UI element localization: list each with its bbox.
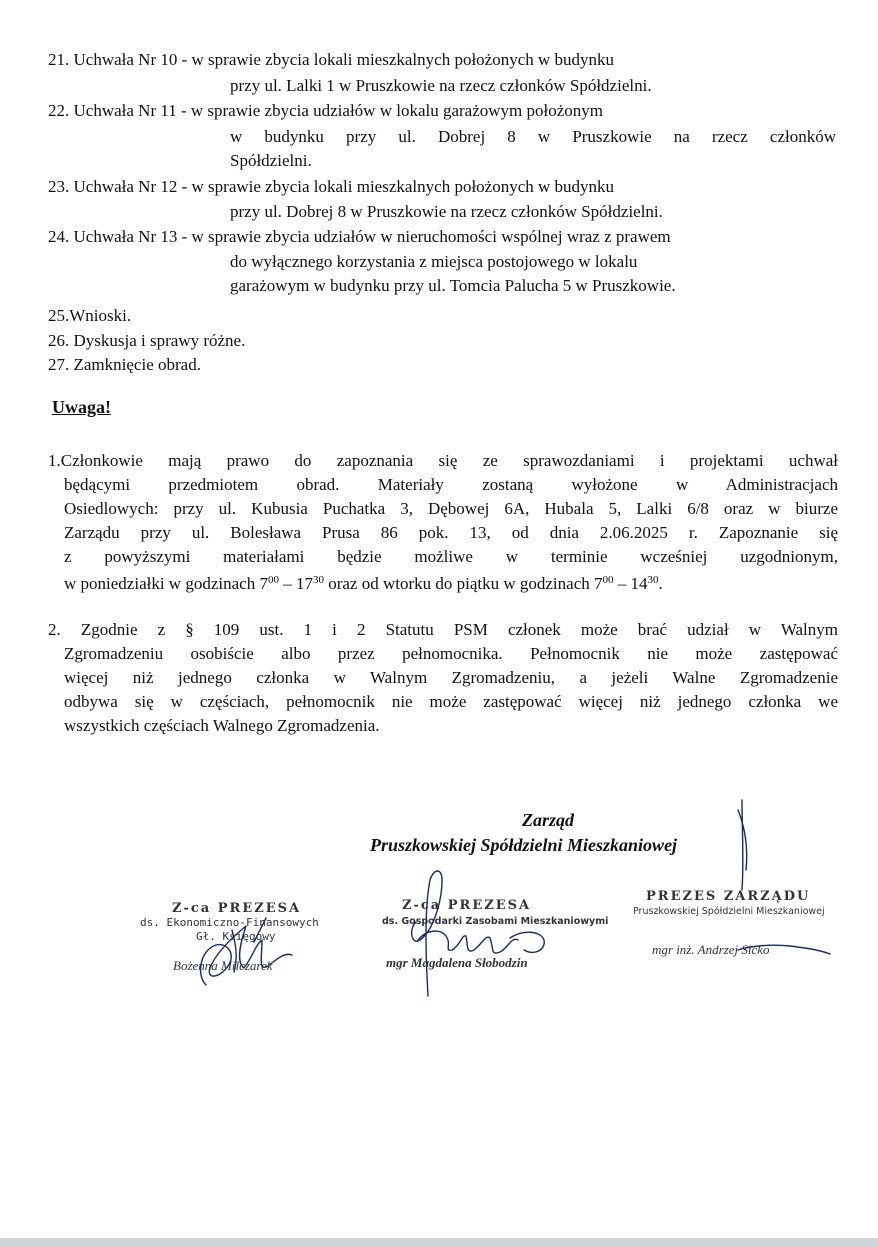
agenda-continuation: przy ul. Dobrej 8 w Pruszkowie na rzecz członków Spółdzielni. <box>230 202 663 221</box>
stamp-title: Z-ca PREZESA <box>172 901 302 916</box>
stamp-cooperative: Pruszkowskiej Spółdzielni Mieszkaniowej <box>633 906 825 917</box>
agenda-number: 24. <box>48 227 74 246</box>
agenda-heading: Uchwała Nr 13 - w sprawie zbycia udziałów w nieruchomości wspólnej wraz z prawem <box>73 227 671 246</box>
agenda-continuation: przy ul. Lalki 1 w Pruszkowie na rzecz członków Spółdzielni. <box>230 76 652 95</box>
agenda-continuation: garażowym w budynku przy ul. Tomcia Palucha 5 w Pruszkowie. <box>230 276 676 295</box>
board-cooperative-name: Pruszkowskiej Spółdzielni Mieszkaniowej <box>370 835 678 855</box>
hours-sup: 00 <box>602 574 614 586</box>
agenda-item-27: 27. Zamknięcie obrad. <box>48 355 201 374</box>
stamp-signatory-name: mgr inż. Andrzej Sicko <box>652 942 770 957</box>
stamp-signatory-name: mgr Magdalena Słobodzin <box>386 955 528 970</box>
agenda-continuation: w budynku przy ul. Dobrej 8 w Pruszkowie na rzecz członków <box>230 127 836 146</box>
paragraph-line: będącymi przedmiotem obrad. Materiały zostaną wyłożone w Administracjach <box>64 475 838 494</box>
agenda-number: 22. <box>48 101 74 120</box>
hours-text: – 17 <box>278 574 313 593</box>
hours-text: oraz od wtorku do piątku w godzinach 7 <box>323 574 603 593</box>
paragraph-line: 2. Zgodnie z § 109 ust. 1 i 2 Statutu PSM członek może brać udział w Walnym <box>48 620 838 639</box>
paragraph-line: Osiedlowych: przy ul. Kubusia Puchatka 3, Dębowej 6A, Hubala 5, Lalki 6/8 oraz w biurze <box>64 499 838 518</box>
hours-text: – 14 <box>613 574 648 593</box>
paragraph-line: z powyższymi materiałami będzie możliwe w terminie wcześniej uzgodnionym, <box>64 547 838 566</box>
notice-heading: Uwaga! <box>52 397 111 417</box>
hours-text: . <box>658 574 663 593</box>
agenda-continuation: do wyłącznego korzystania z miejsca postojowego w lokalu <box>230 252 638 271</box>
hours-sup: 30 <box>312 574 324 586</box>
agenda-continuation: Spółdzielni. <box>230 151 312 170</box>
agenda-number: 21. <box>48 50 74 69</box>
paragraph-line: wszystkich częściach Walnego Zgromadzenia. <box>64 716 380 735</box>
stamp-role: Gł. Księgowy <box>196 930 276 943</box>
agenda-item-26: 26. Dyskusja i sprawy różne. <box>48 331 246 350</box>
agenda-heading: Uchwała Nr 11 - w sprawie zbycia udziałów w lokalu garażowym położonym <box>73 101 604 120</box>
paragraph-line: Zarządu przy ul. Bolesława Prusa 86 pok. 13, od dnia 2.06.2025 r. Zapoznanie się <box>64 523 838 542</box>
stamp-title: Z-ca PREZESA <box>402 898 532 913</box>
stamp-signatory-name: Bożenna Milczarek <box>173 958 273 973</box>
stamp-title: PREZES ZARZĄDU <box>646 889 811 904</box>
paragraph-line: odbywa się w częściach, pełnomocnik nie może zastępować więcej niż jednego członka we <box>64 692 838 711</box>
scan-bottom-edge <box>0 1238 878 1247</box>
hours-sup: 30 <box>647 574 659 586</box>
paragraph-line: więcej niż jednego członka w Walnym Zgromadzeniu, a jeżeli Walne Zgromadzenie <box>64 668 838 687</box>
hours-text: w poniedziałki w godzinach 7 <box>64 574 268 593</box>
agenda-item-25: 25.Wnioski. <box>48 306 132 325</box>
stamp-department: ds. Ekonomiczno-Finansowych <box>140 916 319 929</box>
paragraph-line: 1.Członkowie mają prawo do zapoznania się ze sprawozdaniami i projektami uchwał <box>48 451 838 470</box>
agenda-heading: Uchwała Nr 12 - w sprawie zbycia lokali mieszkalnych położonych w budynku <box>73 177 615 196</box>
hours-sup: 00 <box>267 574 279 586</box>
agenda-heading: Uchwała Nr 10 - w sprawie zbycia lokali mieszkalnych położonych w budynku <box>73 50 615 69</box>
agenda-number: 23. <box>48 177 74 196</box>
stamp-department: ds. Gospodarki Zasobami Mieszkaniowymi <box>382 916 609 927</box>
board-label: Zarząd <box>522 810 575 830</box>
paragraph-line: Zgromadzeniu osobiście albo przez pełnomocnika. Pełnomocnik nie może zastępować <box>64 644 838 663</box>
